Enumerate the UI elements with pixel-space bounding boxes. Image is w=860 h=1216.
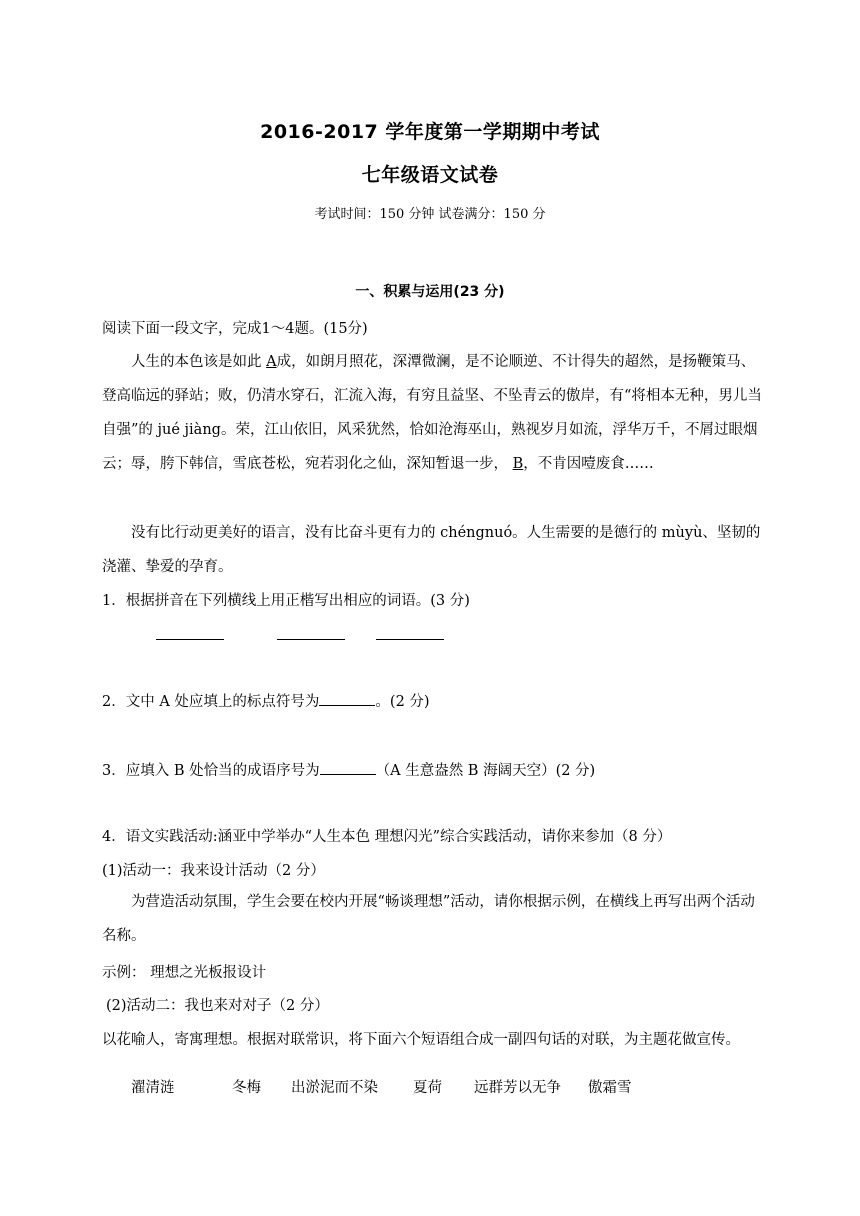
question-1: 1．根据拼音在下列横线上用正楷写出相应的词语。(3 分) xyxy=(102,593,470,609)
passage-text: ，不肯因噎废食…… xyxy=(523,456,654,472)
activity-example: 示例： 理想之光板报设计 xyxy=(102,965,267,981)
phrase-item: 远群芳以无争 xyxy=(474,1080,561,1096)
answer-blank-q3[interactable] xyxy=(320,760,376,775)
page-title: 2016-2017 学年度第一学期期中考试 xyxy=(260,121,600,143)
phrase-item: 冬梅 xyxy=(232,1080,261,1096)
answer-blank-2[interactable] xyxy=(277,639,345,640)
activity-1-title: (1)活动一：我来设计活动（2 分） xyxy=(102,863,325,879)
passage-paragraph-2: 没有比行动更美好的语言，没有比奋斗更有力的 chéngnuó。人生需要的是德行的 mùyù、坚韧的浇灌、挚爱的孕育。 xyxy=(102,525,761,575)
question-text: 。(2 分) xyxy=(375,694,430,710)
activity-2-title: (2)活动二：我也来对对子（2 分） xyxy=(106,998,329,1014)
section-heading: 一、积累与运用(23 分) xyxy=(355,284,505,300)
phrase-item: 傲霜雪 xyxy=(588,1080,632,1096)
question-text: （A 生意盎然 B 海阔天空）(2 分) xyxy=(375,763,596,779)
question-4: 4．语文实践活动:涵亚中学举办“人生本色 理想闪光”综合实践活动，请你来参加（8 分） xyxy=(102,829,672,845)
exam-info: 考试时间：150 分钟 试卷满分：150 分 xyxy=(314,207,546,222)
question-text: 3．应填入 B 处恰当的成语序号为 xyxy=(102,763,320,779)
phrase-item: 濯清涟 xyxy=(131,1080,175,1096)
question-3 xyxy=(102,759,595,780)
answer-blank-3[interactable] xyxy=(376,639,444,640)
blank-a-marker: A xyxy=(266,354,277,370)
activity-1-description: 为营造活动氛围，学生会要在校内开展“畅谈理想”活动，请你根据示例，在横线上再写出两个活动名称。 xyxy=(102,894,755,944)
answer-blank-1[interactable] xyxy=(156,639,224,640)
answer-blank-q2[interactable] xyxy=(319,691,375,706)
activity-2-description: 以花喻人，寄寓理想。根据对联常识，将下面六个短语组合成一副四句话的对联，为主题花做宣传。 xyxy=(102,1032,740,1048)
reading-intro: 阅读下面一段文字，完成1～4题。(15分) xyxy=(102,321,368,337)
phrase-item: 出淤泥而不染 xyxy=(291,1080,378,1096)
blank-b-marker: B xyxy=(512,456,524,472)
passage-paragraph-1 xyxy=(102,345,762,481)
question-text: 2．文中 A 处应填上的标点符号为 xyxy=(102,694,320,710)
passage-text: 成，如朗月照花，深潭微澜，是不论顺逆、不计得失的超然，是扬鞭策马、登高临远的驿站；败，仍清水穿石，汇流入海，有穷且益坚、不坠青云的傲岸，有“将相本无种，男儿当自强”的 jué jiàng。荣，江山依旧，风采犹然，恰如沧海巫山，熟视岁月如流，浮华万千，不屑过眼烟云；辱，胯下韩信，雪底苍松，宛若羽化之仙，深知暂退一步， xyxy=(102,354,762,472)
phrase-item: 夏荷 xyxy=(413,1080,442,1096)
page-subtitle: 七年级语文试卷 xyxy=(361,164,499,186)
question-2 xyxy=(102,690,430,711)
passage-text: 人生的本色该是如此 xyxy=(131,354,262,370)
